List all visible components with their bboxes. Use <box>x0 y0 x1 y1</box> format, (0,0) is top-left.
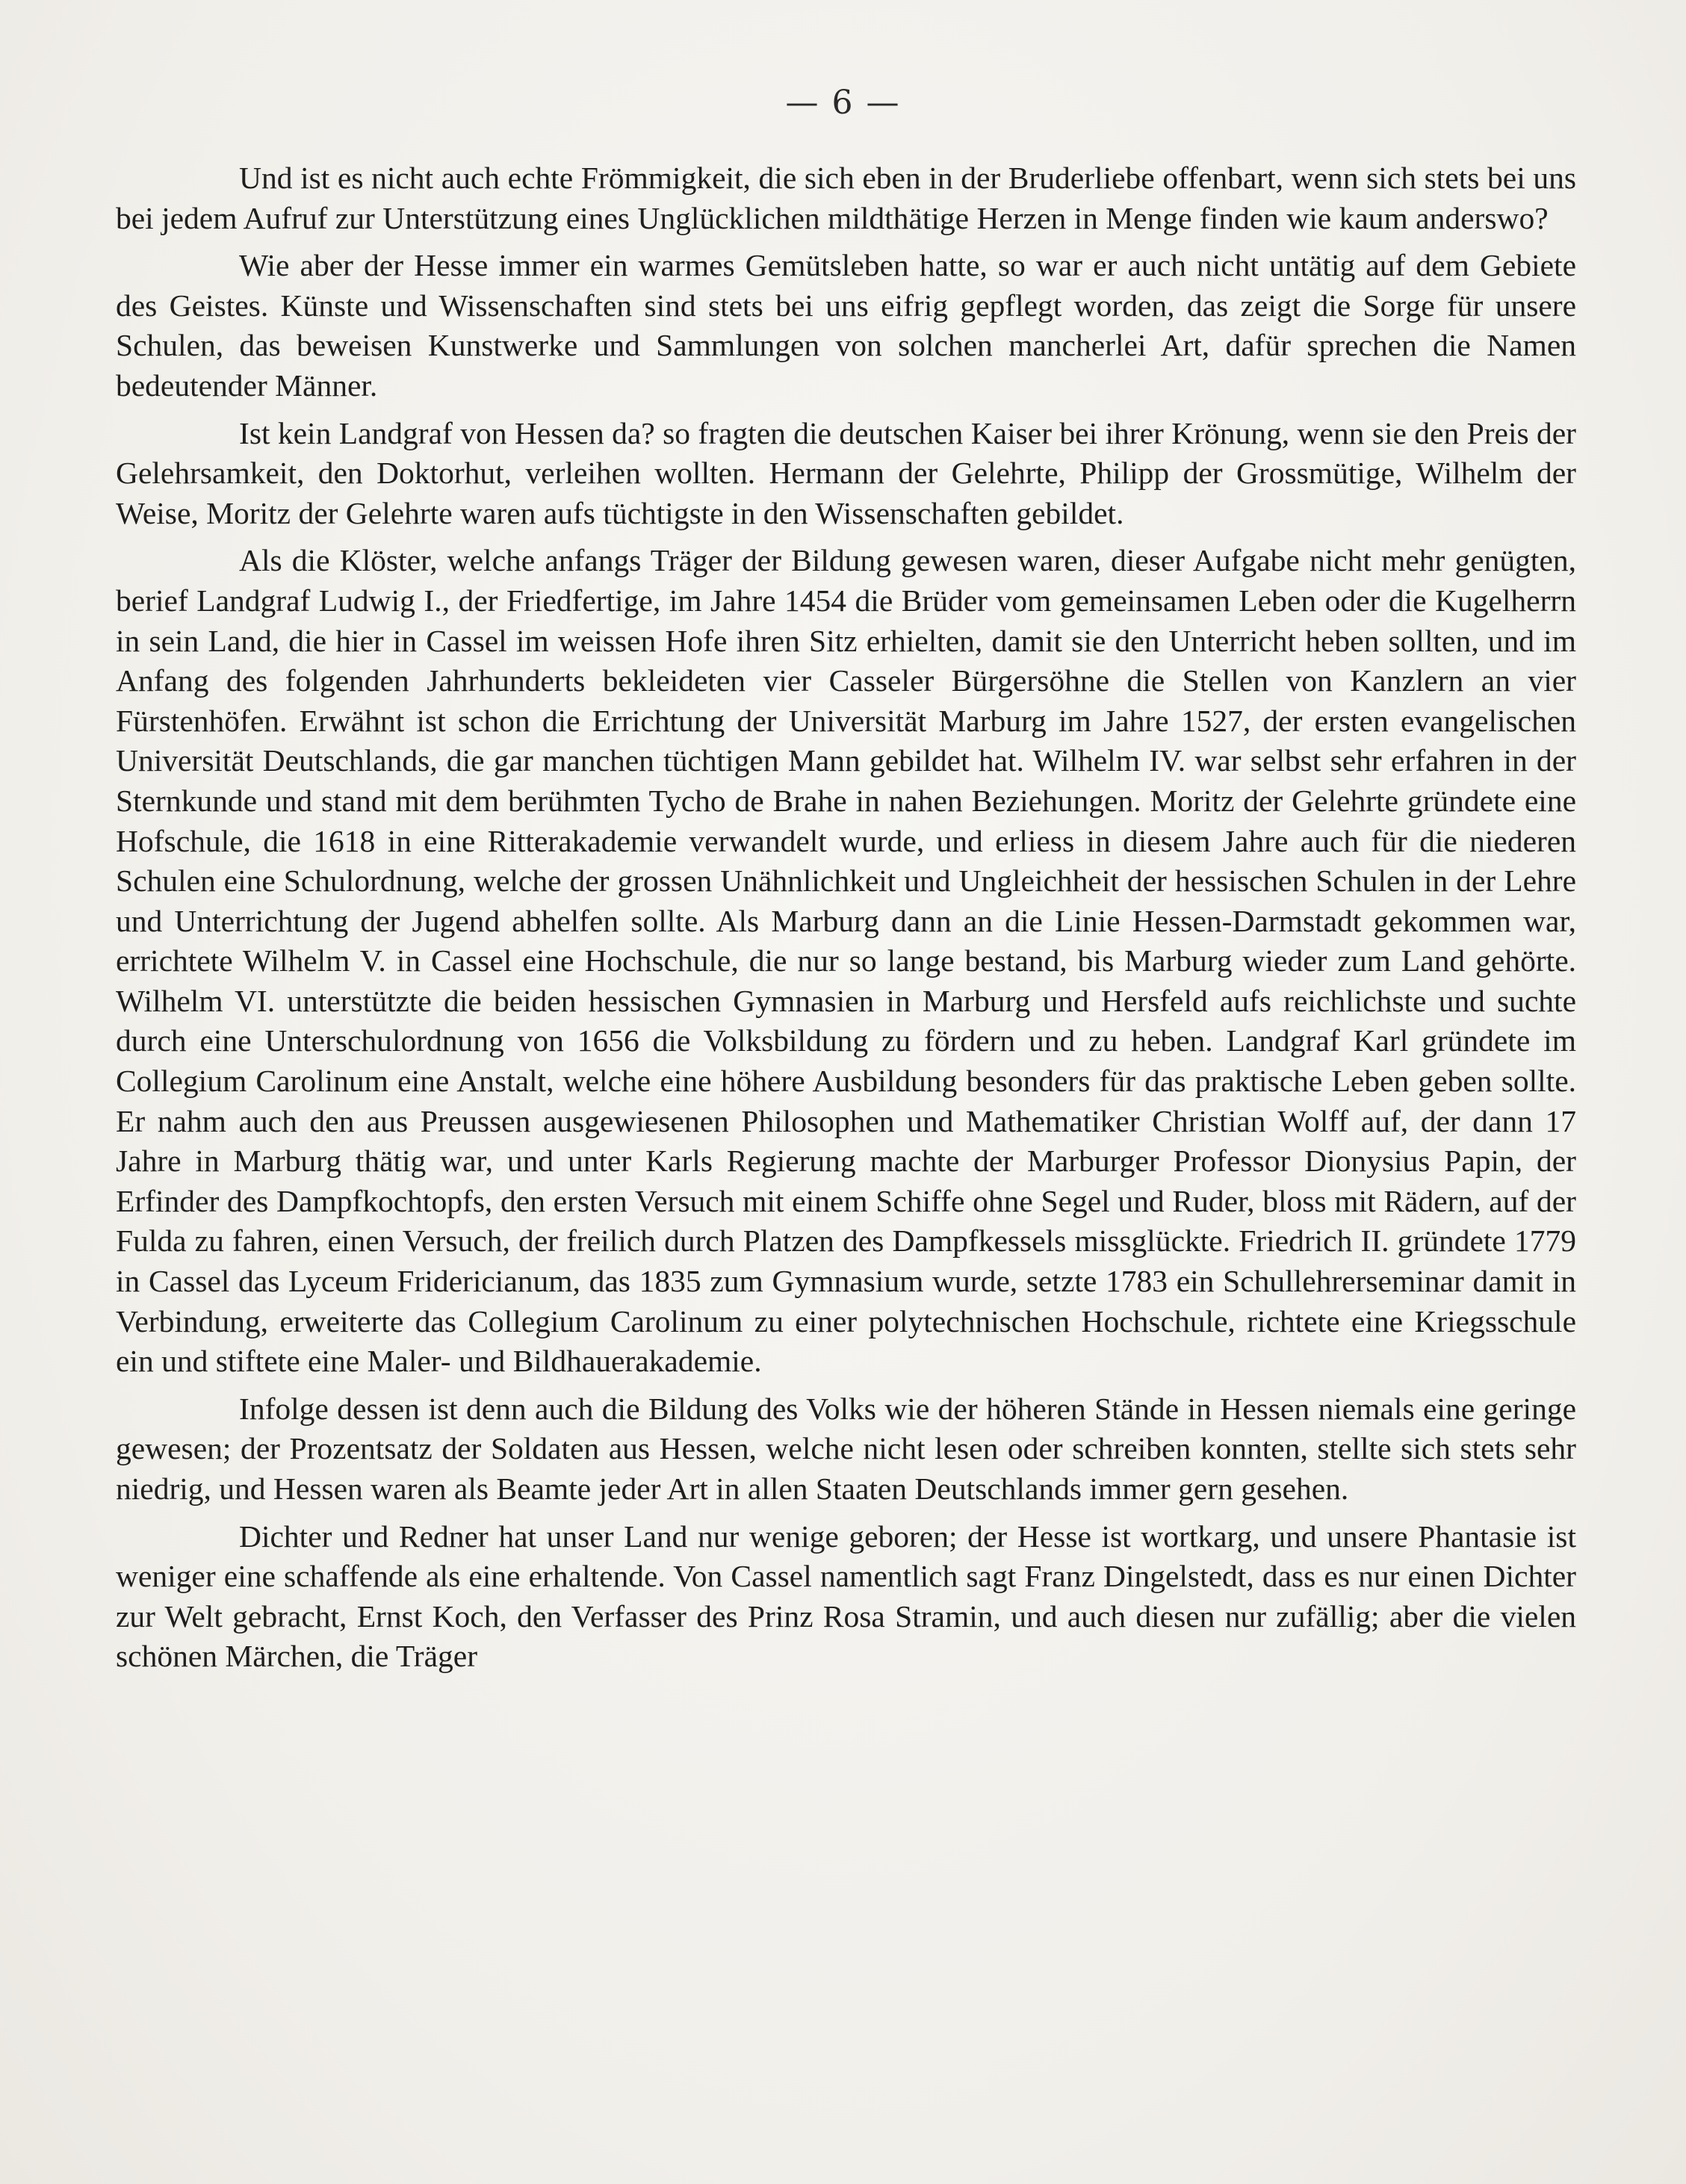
paragraph-poets-orators: Dichter und Redner hat unser Land nur wenige geboren; der Hesse ist wortkarg, und unsere Phantasie ist weniger eine schaffende als eine erhaltende. Von Cassel namentlich sagt Franz Dingelstedt, dass es nur einen Dichter zur Welt gebracht, Ernst Koch, den Verfasser des Prinz Rosa Stramin, und auch diesen nur zufällig; aber die vielen schönen Märchen, die Träger <box>116 1518 1576 1674</box>
paragraph-arts-sciences: Wie aber der Hesse immer ein warmes Gemütsleben hatte, so war er auch nicht untätig auf dem Gebiete des Geistes. Künste und Wissenschaften sind stets bei uns eifrig gepflegt worden, das zeigt die Sorge für unsere Schulen, das beweisen Kunstwerke und Sammlungen von solchen mancherlei Art, dafür sprechen die Namen bedeutender Männer. <box>116 248 1576 403</box>
body-text <box>116 158 1576 1684</box>
page-number: — 6 — <box>785 84 901 122</box>
paragraph-literacy: Infolge dessen ist denn auch die Bildung des Volks wie der höheren Stände in Hessen niemals eine geringe gewesen; der Prozentsatz der Soldaten aus Hessen, welche nicht lesen oder schreiben konnten, stellte sich stets sehr niedrig, und Hessen waren als Beamte jeder Art in allen Staaten Deutschlands immer gern gesehen. <box>116 1391 1576 1506</box>
paragraph-piety: Und ist es nicht auch echte Frömmigkeit, die sich eben in der Bruderliebe offenbart, wenn sich stets bei uns bei jedem Aufruf zur Unterstützung eines Unglücklichen mildthätige Herzen in Menge finden wie kaum anderswo? <box>116 161 1576 235</box>
paragraph-education-history: Als die Klöster, welche anfangs Träger der Bildung gewesen waren, dieser Aufgabe nicht mehr genügten, berief Landgraf Ludwig I., der Friedfertige, im Jahre 1454 die Brüder vom gemeinsamen Leben oder die Kugelherrn in sein Land, die hier in Cassel im weissen Hofe ihren Sitz erhielten, damit sie den Unterricht heben sollten, und im Anfang des folgenden Jahrhunderts bekleideten vier Casseler Bürgersöhne die Stellen von Kanzlern an vier Fürstenhöfen. Erwähnt ist schon die Errichtung der Universität Marburg im Jahre 1527, der ersten evangelischen Universität Deutschlands, die gar manchen tüchtigen Mann gebildet hat. Wilhelm IV. war selbst sehr erfahren in der Sternkunde und stand mit dem berühmten Tycho de Brahe in nahen Beziehungen. Moritz der Gelehrte gründete eine Hofschule, die 1618 in eine Ritterakademie verwandelt wurde, und erliess in diesem Jahre auch für die niederen Schulen eine Schulordnung, welche der grossen Unähnlichkeit und Ungleichheit der hessischen Schulen in der Lehre und Unterrichtung der Jugend abhelfen sollte. Als Marburg dann an die Linie Hessen-Darmstadt gekommen war, errichtete Wilhelm V. in Cassel eine Hochschule, die nur so lange bestand, bis Marburg wieder zum Land gehörte. Wilhelm VI. unterstützte die beiden hessischen Gymnasien in Marburg und Hersfeld aufs reichlichste und suchte durch eine Unterschulordnung von 1656 die Volksbildung zu fördern und zu heben. Landgraf Karl gründete im Collegium Carolinum eine Anstalt, welche eine höhere Ausbildung besonders für das praktische Leben geben sollte. Er nahm auch den aus Preussen ausgewiesenen Philosophen und Mathematiker Christian Wolff auf, der dann 17 Jahre in Marburg thätig war, und unter Karls Regierung machte der Marburger Professor Dionysius Papin, der Erfinder des Dampfkochtopfs, den ersten Versuch mit einem Schiffe ohne Segel und Ruder, bloss mit Rädern, auf der Fulda zu fahren, einen Versuch, der freilich durch Platzen des Dampfkessels missglückte. Friedrich II. gründete 1779 in Cassel das Lyceum Fridericianum, das 1835 zum Gymnasium wurde, setzte 1783 ein Schullehrerseminar damit in Verbindung, erweiterte das Collegium Carolinum zu einer polytechnischen Hochschule, richtete eine Kriegsschule ein und stiftete eine Maler- und Bildhauerakademie. <box>116 543 1576 1379</box>
paragraph-landgraves-learning: Ist kein Landgraf von Hessen da? so fragten die deutschen Kaiser bei ihrer Krönung, wenn sie den Preis der Gelehrsamkeit, den Doktorhut, verleihen wollten. Hermann der Gelehrte, Philipp der Grossmütige, Wilhelm der Weise, Moritz der Gelehrte waren aufs tüchtigste in den Wissenschaften gebildet. <box>116 415 1576 530</box>
